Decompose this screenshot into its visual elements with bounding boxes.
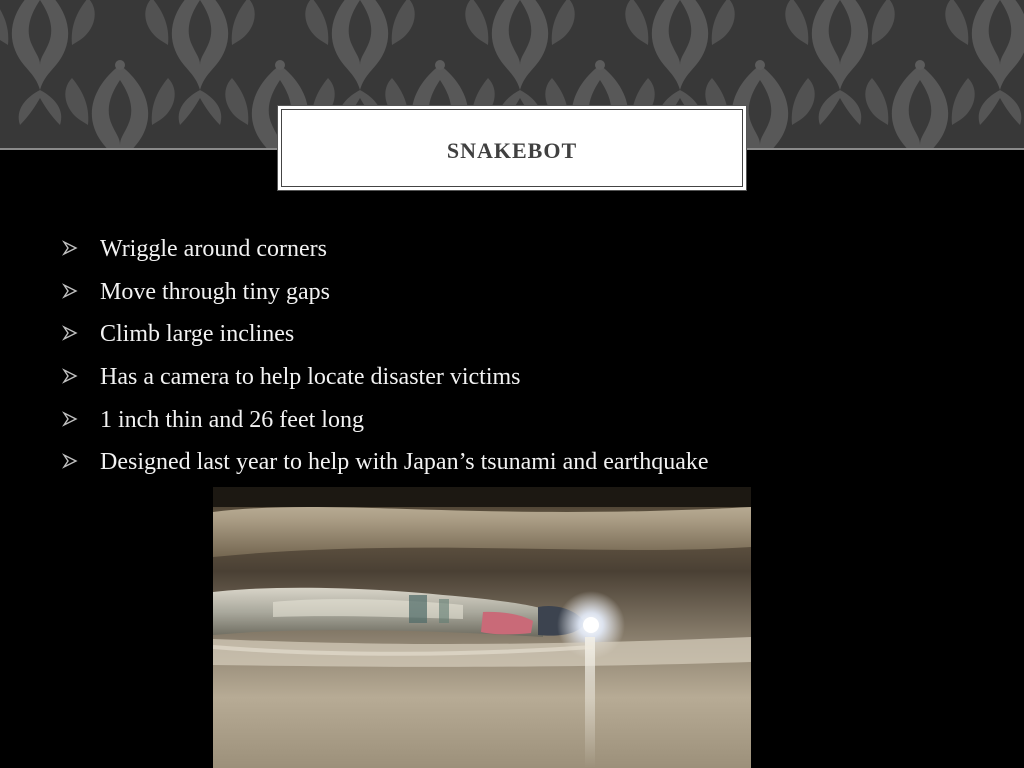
bullet-list xyxy=(62,228,709,484)
bullet-text: Climb large inclines xyxy=(100,321,295,348)
list-item xyxy=(62,441,709,484)
bullet-text: 1 inch thin and 26 feet long xyxy=(100,406,364,433)
slide-title: SNAKEBOT xyxy=(446,138,578,163)
bullet-text: Move through tiny gaps xyxy=(100,278,330,305)
snakebot-photo-illustration xyxy=(213,487,751,768)
bullet-text: Has a camera to help locate disaster victims xyxy=(100,363,521,390)
list-item xyxy=(62,399,709,442)
list-item xyxy=(62,356,709,399)
bullet-text: Wriggle around corners xyxy=(100,235,327,262)
arrowhead-bullet-icon xyxy=(62,279,100,306)
arrowhead-bullet-icon xyxy=(62,449,100,476)
title-box xyxy=(277,105,747,191)
list-item xyxy=(62,228,709,271)
list-item xyxy=(62,271,709,314)
bullet-text: Designed last year to help with Japan’s tsunami and earthquake xyxy=(100,449,709,476)
snakebot-photo xyxy=(213,487,751,768)
list-item xyxy=(62,313,709,356)
arrowhead-bullet-icon xyxy=(62,407,100,434)
arrowhead-bullet-icon xyxy=(62,364,100,391)
arrowhead-bullet-icon xyxy=(62,321,100,348)
arrowhead-bullet-icon xyxy=(62,236,100,263)
